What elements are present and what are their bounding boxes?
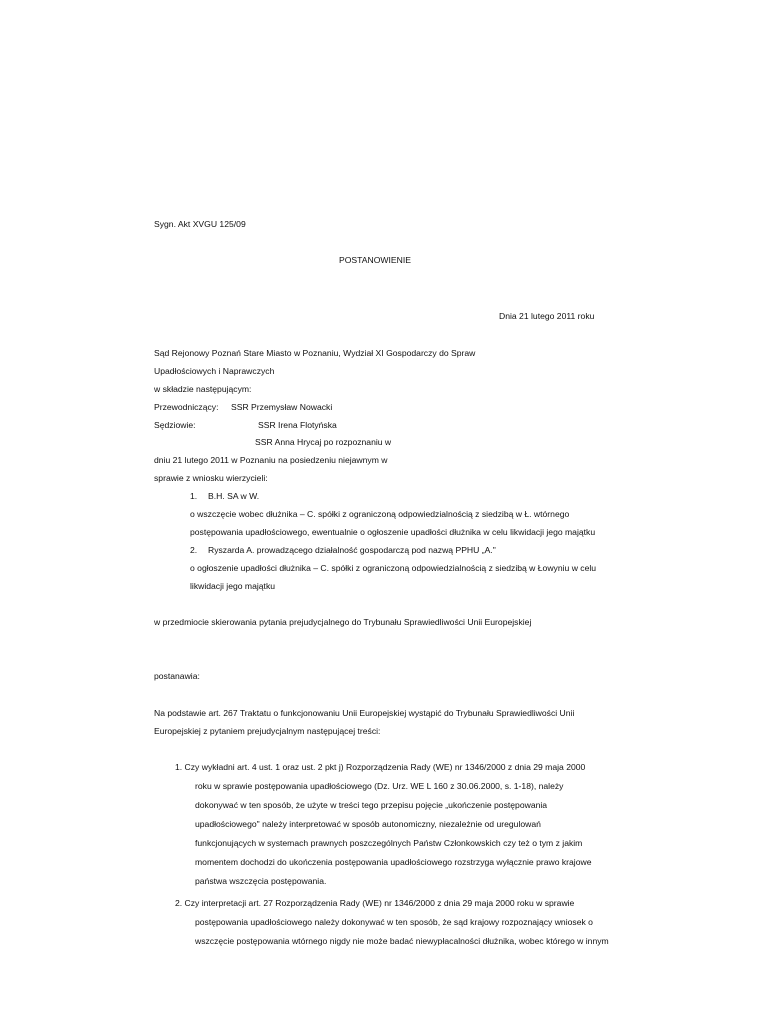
presiding-label: Przewodniczący: [154,402,219,412]
question-1-line-7: państwa wszczęcia postępowania. [195,876,327,886]
judge-2-line: SSR Anna Hrycaj po rozpoznaniu w [255,437,392,447]
question-1-line-5: funkcjonujących w systemach prawnych poszczególnych Państw Członkowskich czy też o tym z jakim [195,838,583,848]
creditor-1-name: B.H. SA w W. [208,491,260,501]
question-1-line-4: upadłościowego" należy interpretować w sposób autonomiczny, niezależnie od uregulowań [195,819,541,829]
question-2-line-1: 2. Czy interpretacji art. 27 Rozporządzenia Rady (WE) nr 1346/2000 z dnia 29 maja 2000 roku w sprawie [175,898,575,908]
court-line-1: Sąd Rejonowy Poznań Stare Miasto w Poznaniu, Wydział XI Gospodarczy do Spraw [154,348,476,358]
question-1-line-1: 1. Czy wykładni art. 4 ust. 1 oraz ust. 2 pkt j) Rozporządzenia Rady (WE) nr 1346/2000 z dnia 29 maja 2000 [175,762,586,772]
creditor-2-name: Ryszarda A. prowadzącego działalność gospodarczą pod nazwą PPHU „A." [208,545,496,555]
court-line-2: Upadłościowych i Naprawczych [154,366,275,376]
case-number: Sygn. Akt XVGU 125/09 [154,219,246,229]
creditor-1-number: 1. [190,491,198,501]
legal-basis-line-2: Europejskiej z pytaniem prejudycjalnym następującej treści: [154,726,381,736]
presiding-name: SSR Przemysław Nowacki [231,402,333,412]
question-1-line-3: dokonywać w ten sposób, że użyte w treści tego przepisu pojęcie „ukończenie postępowania [195,800,548,810]
legal-basis-line-1: Na podstawie art. 267 Traktatu o funkcjonowaniu Unii Europejskiej wystąpić do Trybunału Sprawiedliwości Unii [154,708,575,718]
creditor-2-line-2: likwidacji jego majątku [190,581,276,591]
document-title: POSTANOWIENIE [339,255,411,265]
creditor-1-line-2: postępowania upadłościowego, ewentualnie o ogłoszenie upadłości dłużnika w celu likwidacji jego majątku [190,527,596,537]
question-1-line-6: momentem dochodzi do ukończenia postępowania upadłościowego rozstrzyga wyłącznie prawo krajowe [195,857,592,867]
judges-label: Sędziowie: [154,420,196,430]
creditor-1-line-1: o wszczęcie wobec dłużnika – C. spółki z ograniczoną odpowiedzialnością z siedzibą w Ł. wtórnego [190,509,570,519]
judge-1: SSR Irena Flotyńska [258,420,337,430]
creditor-2-number: 2. [190,545,198,555]
subject-line: w przedmiocie skierowania pytania prejudycjalnego do Trybunału Sprawiedliwości Unii Europejskiej [154,617,532,627]
creditor-2-line-1: o ogłoszenie upadłości dłużnika – C. spółki z ograniczoną odpowiedzialnością z siedzibą w Łowyniu w celu [190,563,597,573]
case-intro: sprawie z wniosku wierzycieli: [154,473,268,483]
panel-intro: w składzie następującym: [154,384,252,394]
question-2-line-2: postępowania upadłościowego należy dokonywać w ten sposób, że sąd krajowy rozpoznający wniosek o [195,917,593,927]
decides-line: postanawia: [154,671,200,681]
question-1-line-2: roku w sprawie postępowania upadłościowego (Dz. Urz. WE L 160 z 30.06.2000, s. 1-18), należy [195,781,564,791]
document-date: Dnia 21 lutego 2011 roku [499,311,595,321]
session-line: dniu 21 lutego 2011 w Poznaniu na posiedzeniu niejawnym w [154,455,388,465]
question-2-line-3: wszczęcie postępowania wtórnego nigdy nie może badać niewypłacalności dłużnika, wobec którego w innym [195,936,609,946]
